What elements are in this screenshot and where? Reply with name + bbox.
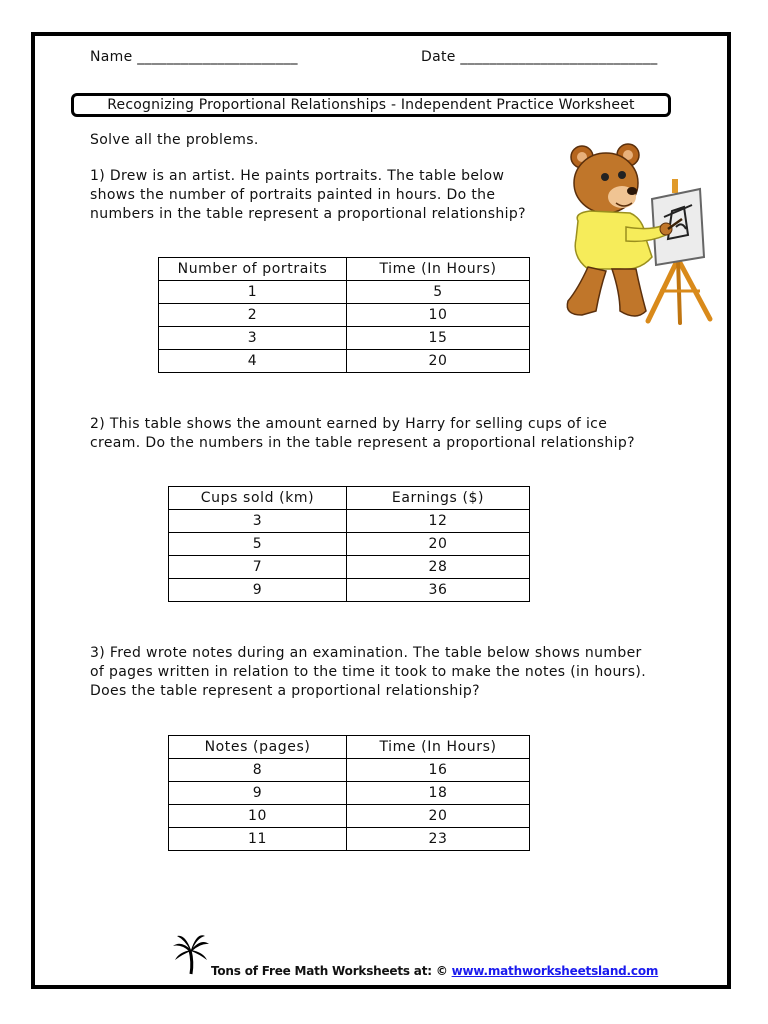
table-cell: 1 bbox=[159, 281, 347, 304]
worksheet-title: Recognizing Proportional Relationships - Independent Practice Worksheet bbox=[71, 93, 671, 117]
table-cell: 2 bbox=[159, 304, 347, 327]
table-cell: 5 bbox=[347, 281, 530, 304]
table-header-cell: Notes (pages) bbox=[169, 736, 347, 759]
table-cell: 15 bbox=[347, 327, 530, 350]
table-row bbox=[169, 805, 530, 828]
table-cell: 12 bbox=[347, 510, 530, 533]
worksheet-page bbox=[31, 32, 731, 989]
table-header-cell: Earnings ($) bbox=[347, 487, 530, 510]
problem-1-question bbox=[90, 167, 526, 224]
problem-3-table bbox=[168, 735, 530, 851]
problem-line: 2) This table shows the amount earned by Harry for selling cups of ice bbox=[90, 416, 608, 432]
table-cell: 23 bbox=[347, 828, 530, 851]
table-cell: 20 bbox=[347, 533, 530, 556]
table-cell: 11 bbox=[169, 828, 347, 851]
bear-painting-illustration bbox=[560, 139, 720, 329]
table-row bbox=[159, 327, 530, 350]
table-header-row bbox=[169, 736, 530, 759]
table-cell: 9 bbox=[169, 579, 347, 602]
problem-line: 1) Drew is an artist. He paints portraits. The table below bbox=[90, 168, 505, 184]
table-cell: 9 bbox=[169, 782, 347, 805]
table-row bbox=[169, 510, 530, 533]
table-cell: 36 bbox=[347, 579, 530, 602]
table-row bbox=[159, 350, 530, 373]
table-cell: 10 bbox=[347, 304, 530, 327]
table-row bbox=[169, 533, 530, 556]
table-cell: 4 bbox=[159, 350, 347, 373]
problem-line: numbers in the table represent a proportional relationship? bbox=[90, 206, 526, 222]
table-cell: 20 bbox=[347, 350, 530, 373]
name-field-label: Name ______________________ bbox=[90, 49, 298, 65]
table-cell: 3 bbox=[159, 327, 347, 350]
palm-tree-icon bbox=[171, 932, 211, 976]
table-cell: 28 bbox=[347, 556, 530, 579]
footer bbox=[211, 964, 658, 978]
table-row bbox=[169, 759, 530, 782]
table-row bbox=[159, 281, 530, 304]
table-cell: 16 bbox=[347, 759, 530, 782]
instructions-text: Solve all the problems. bbox=[90, 132, 259, 148]
problem-line: 3) Fred wrote notes during an examination. The table below shows number bbox=[90, 645, 642, 661]
table-row bbox=[169, 828, 530, 851]
date-field-label: Date ___________________________ bbox=[421, 49, 658, 65]
table-cell: 3 bbox=[169, 510, 347, 533]
table-cell: 8 bbox=[169, 759, 347, 782]
table-header-cell: Time (In Hours) bbox=[347, 258, 530, 281]
table-cell: 5 bbox=[169, 533, 347, 556]
problem-line: shows the number of portraits painted in hours. Do the bbox=[90, 187, 496, 203]
table-row bbox=[169, 782, 530, 805]
table-row bbox=[169, 556, 530, 579]
table-row bbox=[159, 304, 530, 327]
footer-link[interactable]: www.mathworksheetsland.com bbox=[451, 964, 659, 978]
problem-2-table bbox=[168, 486, 530, 602]
table-cell: 10 bbox=[169, 805, 347, 828]
footer-text: Tons of Free Math Worksheets at: © bbox=[211, 964, 452, 978]
table-cell: 20 bbox=[347, 805, 530, 828]
table-row bbox=[169, 579, 530, 602]
table-header-cell: Time (In Hours) bbox=[347, 736, 530, 759]
table-header-cell: Number of portraits bbox=[159, 258, 347, 281]
table-cell: 18 bbox=[347, 782, 530, 805]
problem-2-question bbox=[90, 415, 635, 453]
easel-icon bbox=[648, 179, 710, 323]
table-header-row bbox=[169, 487, 530, 510]
problem-line: of pages written in relation to the time it took to make the notes (in hours). bbox=[90, 664, 647, 680]
problem-3-question bbox=[90, 644, 646, 701]
problem-1-table bbox=[158, 257, 530, 373]
problem-line: cream. Do the numbers in the table represent a proportional relationship? bbox=[90, 435, 635, 451]
table-cell: 7 bbox=[169, 556, 347, 579]
table-header-cell: Cups sold (km) bbox=[169, 487, 347, 510]
table-header-row bbox=[159, 258, 530, 281]
problem-line: Does the table represent a proportional relationship? bbox=[90, 683, 480, 699]
